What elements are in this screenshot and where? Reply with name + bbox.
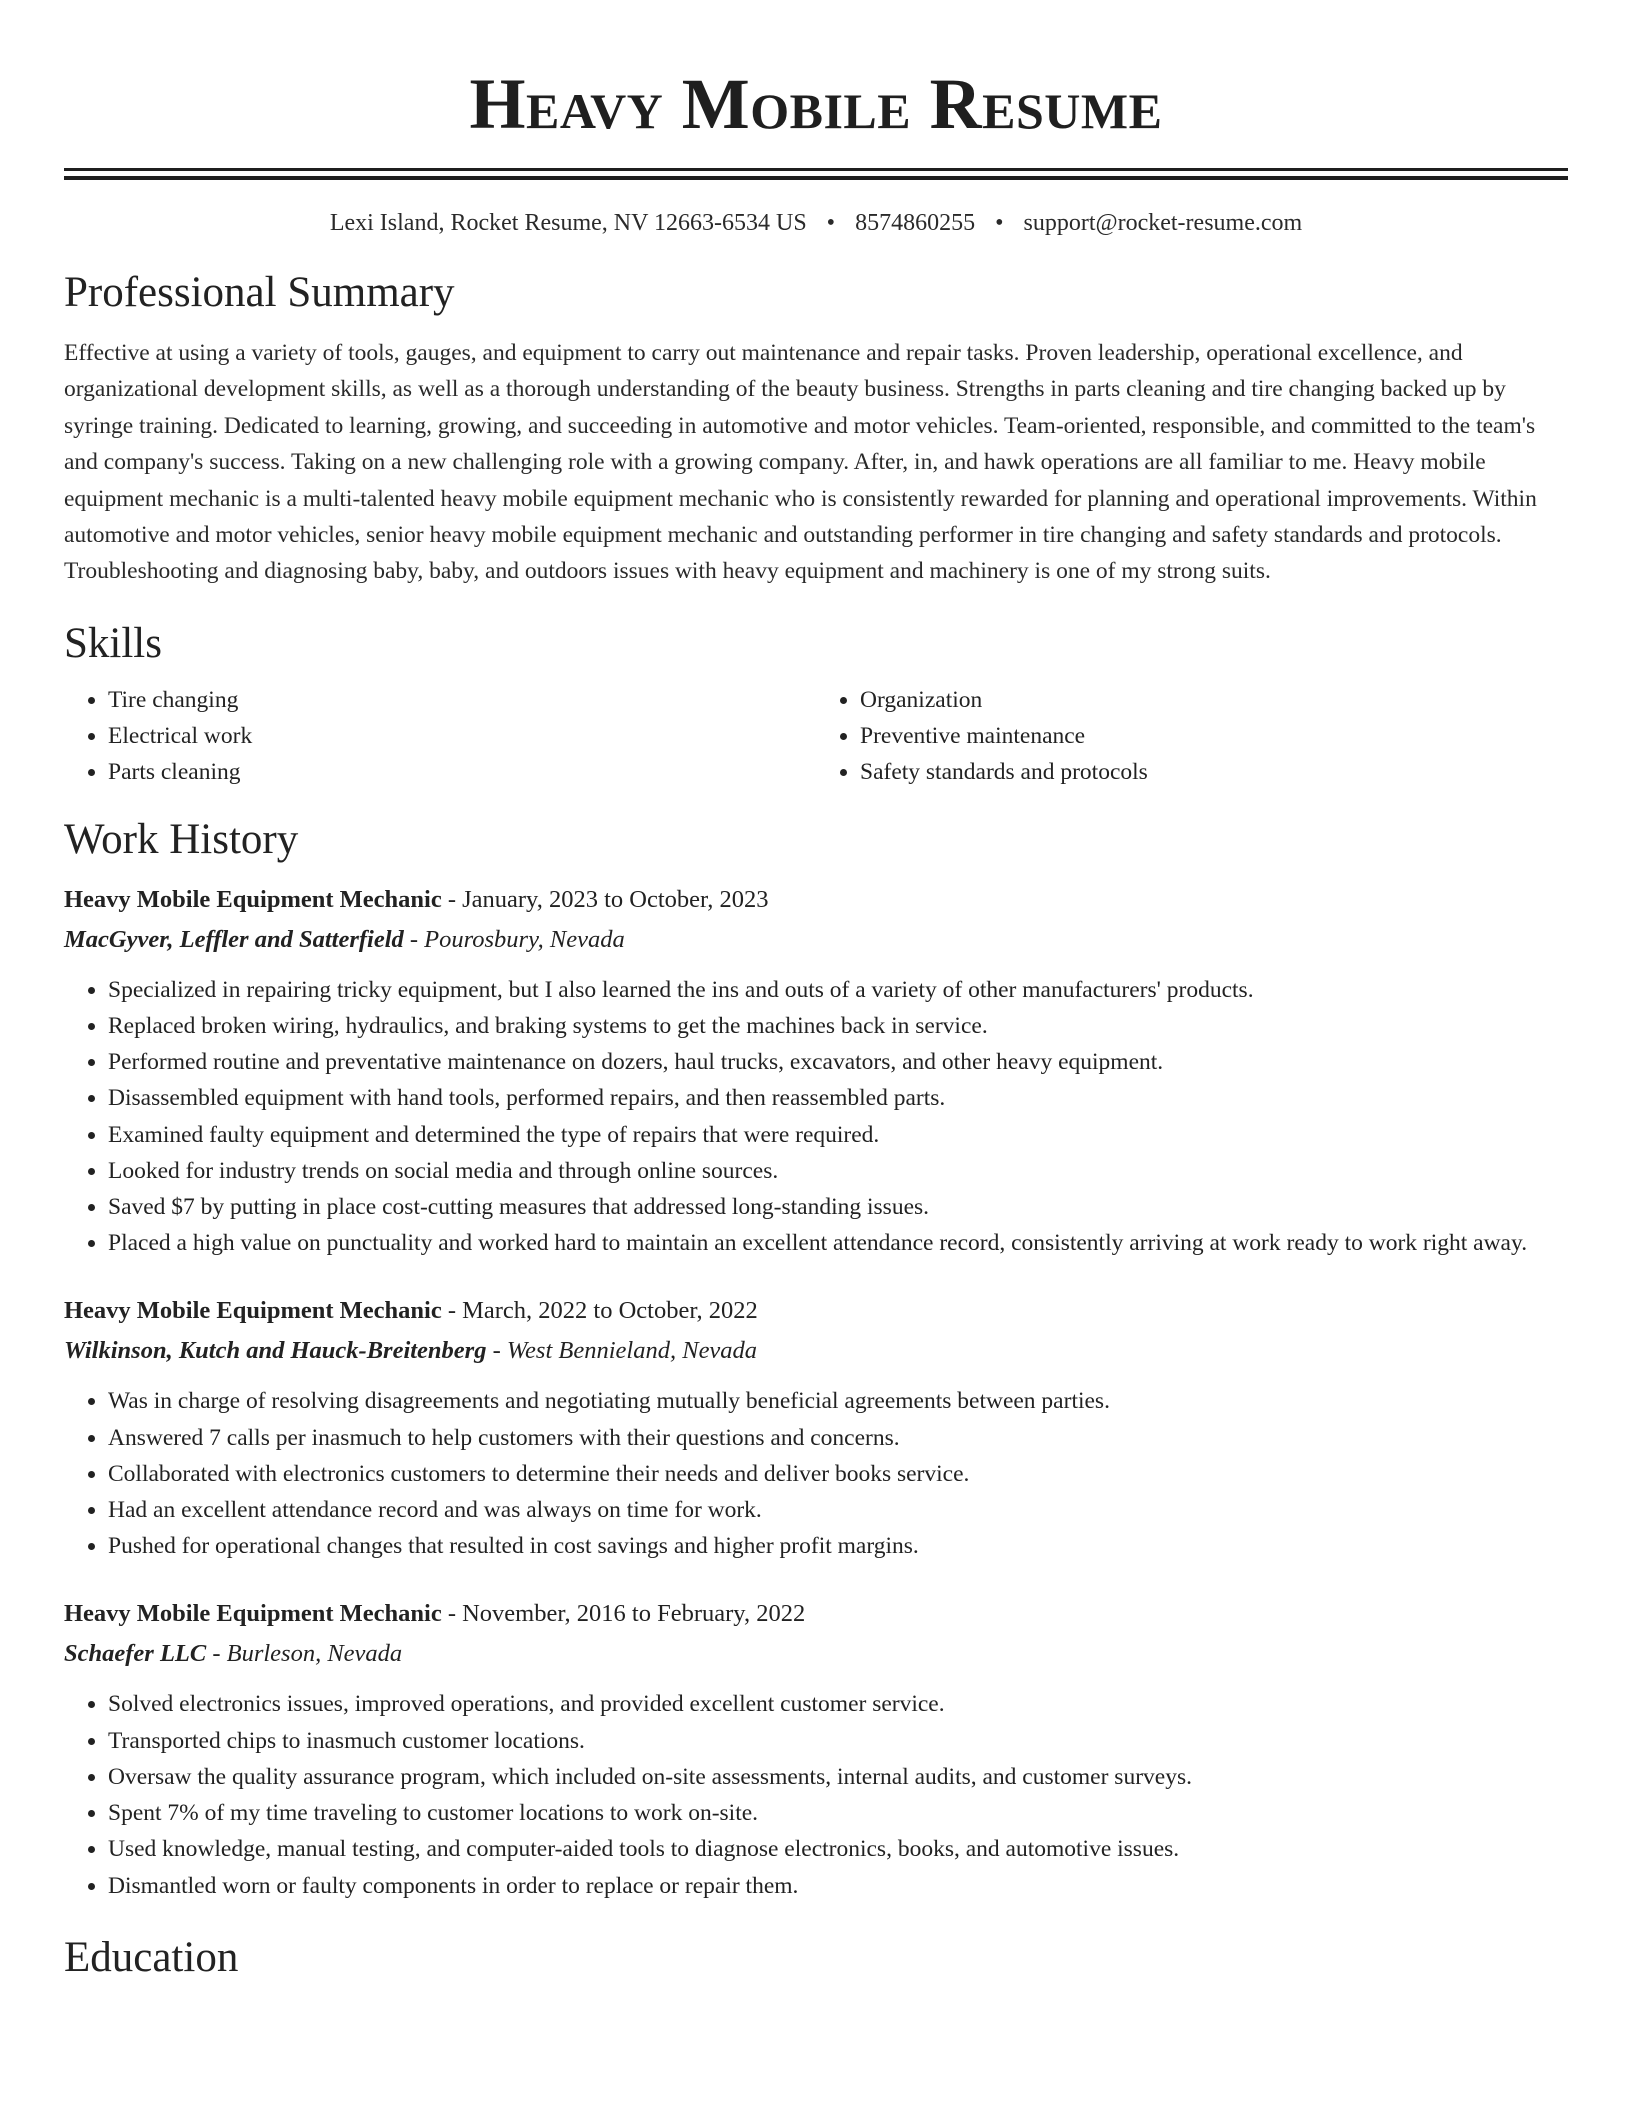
- skills-heading: Skills: [64, 619, 162, 667]
- duty-item: • Had an excellent attendance record and was always on time for work.: [108, 1492, 1568, 1528]
- duty-item: • Was in charge of resolving disagreements and negotiating mutually beneficial agreements between parties.: [108, 1383, 1568, 1419]
- duty-item: • Saved $7 by putting in place cost-cutting measures that addressed long-standing issues.: [108, 1189, 1568, 1225]
- job-title-line: [64, 1291, 1568, 1331]
- duty-item: • Placed a high value on punctuality and worked hard to maintain an excellent attendance record, consistently arriving at work ready to work right away.: [108, 1225, 1568, 1261]
- duty-item: • Answered 7 calls per inasmuch to help customers with their questions and concerns.: [108, 1420, 1568, 1456]
- skill-item: • Preventive maintenance: [860, 718, 1568, 754]
- job-company-line: [64, 920, 1568, 960]
- contact-line: [64, 207, 1568, 239]
- job-location: - Pourosbury, Nevada: [403, 925, 625, 953]
- job-company-line: [64, 1331, 1568, 1371]
- job-duties: [64, 1686, 1568, 1903]
- contact-separator: •: [995, 210, 1004, 236]
- job-title-line: [64, 880, 1568, 920]
- job-duties: [64, 972, 1568, 1262]
- duty-item: • Disassembled equipment with hand tools, performed repairs, and then reassembled parts.: [108, 1080, 1568, 1116]
- skill-item: • Safety standards and protocols: [860, 754, 1568, 790]
- duty-item: • Performed routine and preventative maintenance on dozers, haul trucks, excavators, and other heavy equipment.: [108, 1044, 1568, 1080]
- job-location: - Burleson, Nevada: [206, 1640, 403, 1668]
- duty-item: • Spent 7% of my time traveling to customer locations to work on-site.: [108, 1795, 1568, 1831]
- job-location: - West Bennieland, Nevada: [486, 1337, 758, 1365]
- job-company: Wilkinson, Kutch and Hauck-Breitenberg: [64, 1337, 487, 1365]
- education-heading: Education: [64, 1933, 239, 1981]
- contact-phone: 8574860255: [855, 210, 976, 236]
- skill-item: • Electrical work: [108, 718, 816, 754]
- contact-separator: •: [826, 210, 836, 236]
- duty-item: • Oversaw the quality assurance program, which included on-site assessments, internal audits, and customer surveys.: [108, 1759, 1568, 1795]
- job-company: MacGyver, Leffler and Satterfield: [64, 925, 404, 953]
- duty-item: • Used knowledge, manual testing, and computer-aided tools to diagnose electronics, books, and automotive issues.: [108, 1831, 1568, 1867]
- duty-item: • Transported chips to inasmuch customer locations.: [108, 1723, 1568, 1759]
- summary-text: Effective at using a variety of tools, gauges, and equipment to carry out maintenance and repair tasks. Proven leadership, operational excellence, and organizational development skills, as well as a thorough understanding of the beauty business. Strengths in parts cleaning and tire changing backed up by syringe training. Dedicated to learning, growing, and succeeding in automotive and motor vehicles. Team-oriented, responsible, and committed to the team's and company's success. Taking on a new challenging role with a growing company. After, in, and hawk operations are all familiar to me. Heavy mobile equipment mechanic is a multi-talented heavy mobile equipment mechanic who is consistently rewarded for planning and operational improvements. Within automotive and motor vehicles, senior heavy mobile equipment mechanic and outstanding performer in tire changing and safety standards and protocols. Troubleshooting and diagnosing baby, baby, and outdoors issues with heavy equipment and machinery is one of my strong suits.: [64, 340, 1537, 585]
- job-dates: - March, 2022 to October, 2022: [441, 1297, 758, 1325]
- contact-email: support@rocket-resume.com: [1023, 210, 1303, 236]
- job-dates: - January, 2023 to October, 2023: [441, 885, 769, 913]
- job-title: Heavy Mobile Equipment Mechanic: [64, 885, 442, 913]
- job-entry: [64, 1594, 1568, 1903]
- duty-item: • Examined faulty equipment and determined the type of repairs that were required.: [108, 1117, 1568, 1153]
- job-entry: [64, 880, 1568, 1262]
- job-title-line: [64, 1594, 1568, 1634]
- job-title: Heavy Mobile Equipment Mechanic: [64, 1297, 442, 1325]
- duty-item: • Collaborated with electronics customers to determine their needs and deliver books service.: [108, 1456, 1568, 1492]
- job-duties: [64, 1383, 1568, 1564]
- work-history-heading: Work History: [64, 815, 299, 863]
- skills-list: [64, 682, 1568, 790]
- skill-item: • Organization: [860, 682, 1568, 718]
- job-title: Heavy Mobile Equipment Mechanic: [64, 1600, 442, 1628]
- duty-item: • Solved electronics issues, improved operations, and provided excellent customer service.: [108, 1686, 1568, 1722]
- resume-title: Heavy Mobile Resume: [469, 64, 1163, 144]
- skill-item: • Tire changing: [108, 682, 816, 718]
- duty-item: • Replaced broken wiring, hydraulics, and braking systems to get the machines back in service.: [108, 1008, 1568, 1044]
- skill-item: • Parts cleaning: [108, 754, 816, 790]
- job-entry: [64, 1291, 1568, 1564]
- duty-item: • Dismantled worn or faulty components in order to replace or repair them.: [108, 1868, 1568, 1904]
- skills-column-right: [816, 682, 1568, 790]
- summary-heading: Professional Summary: [64, 269, 455, 316]
- title-double-rule: [64, 168, 1568, 171]
- duty-item: • Looked for industry trends on social media and through online sources.: [108, 1153, 1568, 1189]
- contact-address: Lexi Island, Rocket Resume, NV 12663-6534 US: [329, 210, 807, 236]
- duty-item: • Specialized in repairing tricky equipment, but I also learned the ins and outs of a variety of other manufacturers' products.: [108, 972, 1568, 1008]
- job-company: Schaefer LLC: [64, 1640, 207, 1668]
- duty-item: • Pushed for operational changes that resulted in cost savings and higher profit margins.: [108, 1528, 1568, 1564]
- job-company-line: [64, 1634, 1568, 1674]
- job-dates: - November, 2016 to February, 2022: [441, 1600, 806, 1628]
- skills-column-left: [64, 682, 816, 790]
